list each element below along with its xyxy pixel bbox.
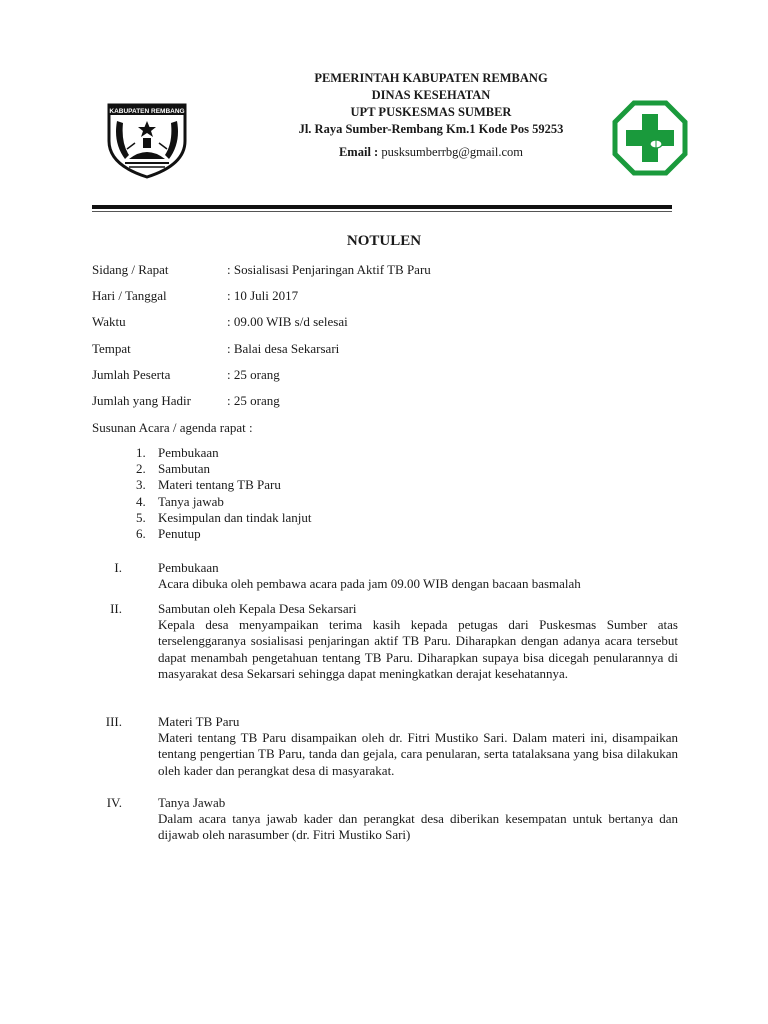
agenda-item (136, 526, 311, 542)
section-heading: Sambutan oleh Kepala Desa Sekarsari (158, 601, 357, 616)
agenda-heading: Susunan Acara / agenda rapat : (92, 420, 253, 435)
section-text: Dalam acara tanya jawab kader dan perangkat desa diberikan kesempatan untuk bertanya dan dijawab oleh narasumber (dr. Fitri Mustiko Sari) (158, 811, 678, 843)
meta-label: Jumlah Peserta (92, 367, 171, 382)
meta-label: Sidang / Rapat (92, 262, 169, 277)
puskesmas-cross-logo-icon (612, 100, 688, 176)
meta-label: Jumlah yang Hadir (92, 393, 191, 408)
agenda-item (136, 445, 311, 461)
section-number: II. (110, 601, 122, 616)
section-heading: Tanya Jawab (158, 795, 226, 810)
section-text: Kepala desa menyampaikan terima kasih kepada petugas dari Puskesmas Sumber atas terselenggaranya sosialisasi penjaringan aktif TB Paru. Diharapkan dengan adanya acara tersebut dapat menambah pengetahuan tentang TB Paru. Diharapkan supaya bisa dicegah penularannya di masyarakat desa Sekarsari sehingga dapat meningkatkan derajat kesehatannya. (158, 617, 678, 681)
letterhead-email (246, 145, 616, 160)
section-text: Acara dibuka oleh pembawa acara pada jam 09.00 WIB dengan bacaan basmalah (158, 576, 581, 592)
meta-value: : Balai desa Sekarsari (227, 341, 340, 356)
letterhead-line-2: DINAS KESEHATAN (371, 88, 491, 102)
agenda-number: 5. (136, 509, 146, 525)
email-label: Email : (338, 145, 379, 159)
letterhead-divider-thin (92, 211, 672, 212)
agenda-text: Pembukaan (158, 445, 219, 460)
letterhead-title (246, 70, 616, 138)
section-number: III. (105, 714, 122, 729)
agenda-number: 3. (136, 477, 146, 493)
agenda-text: Kesimpulan dan tindak lanjut (158, 509, 312, 525)
letterhead-line-1: PEMERINTAH KABUPATEN REMBANG (314, 71, 548, 85)
meta-value: : 10 Juli 2017 (227, 288, 299, 303)
agenda-text: Penutup (158, 525, 201, 541)
agenda-text: Sambutan (158, 461, 210, 477)
agenda-item (136, 510, 311, 526)
meta-value: : 25 orang (227, 367, 280, 382)
letterhead-divider-thick (92, 205, 672, 209)
crest-label: KABUPATEN REMBANG (109, 108, 185, 115)
agenda-number: 4. (136, 493, 146, 509)
agenda-item (136, 494, 311, 510)
document-title: NOTULEN (346, 233, 422, 249)
meta-label: Waktu (92, 314, 126, 329)
letterhead-address: Jl. Raya Sumber-Rembang Km.1 Kode Pos 59253 (298, 122, 564, 136)
kabupaten-rembang-crest-icon (105, 103, 189, 179)
agenda-item (136, 477, 311, 493)
meta-value: : 09.00 WIB s/d selesai (227, 314, 348, 329)
section-heading: Materi TB Paru (158, 714, 240, 729)
agenda-number: 6. (136, 525, 146, 541)
section-number: I. (114, 560, 122, 575)
agenda-item (136, 461, 311, 477)
agenda-number: 2. (136, 461, 146, 477)
agenda-text: Materi tentang TB Paru (158, 477, 281, 493)
agenda-list (136, 445, 311, 542)
agenda-text: Tanya jawab (158, 493, 224, 509)
letterhead-line-3: UPT PUSKESMAS SUMBER (350, 105, 512, 119)
meta-label: Hari / Tanggal (92, 288, 167, 303)
section-text: Materi tentang TB Paru disampaikan oleh dr. Fitri Mustiko Sari. Dalam materi ini, disampaikan tentang pengertian TB Paru, tanda dan gejala, cara penularan, serta tatalaksana yang bisa dilakukan oleh kader dan perangkat desa di masyarakat. (158, 730, 678, 778)
section-heading: Pembukaan (158, 560, 219, 575)
meta-label: Tempat (92, 341, 131, 356)
meta-value: : 25 orang (227, 393, 280, 408)
section-number: IV. (106, 795, 122, 810)
meta-value: : Sosialisasi Penjaringan Aktif TB Paru (227, 262, 431, 277)
email-value: pusksumberrbg@gmail.com (381, 145, 524, 159)
agenda-number: 1. (136, 445, 146, 460)
